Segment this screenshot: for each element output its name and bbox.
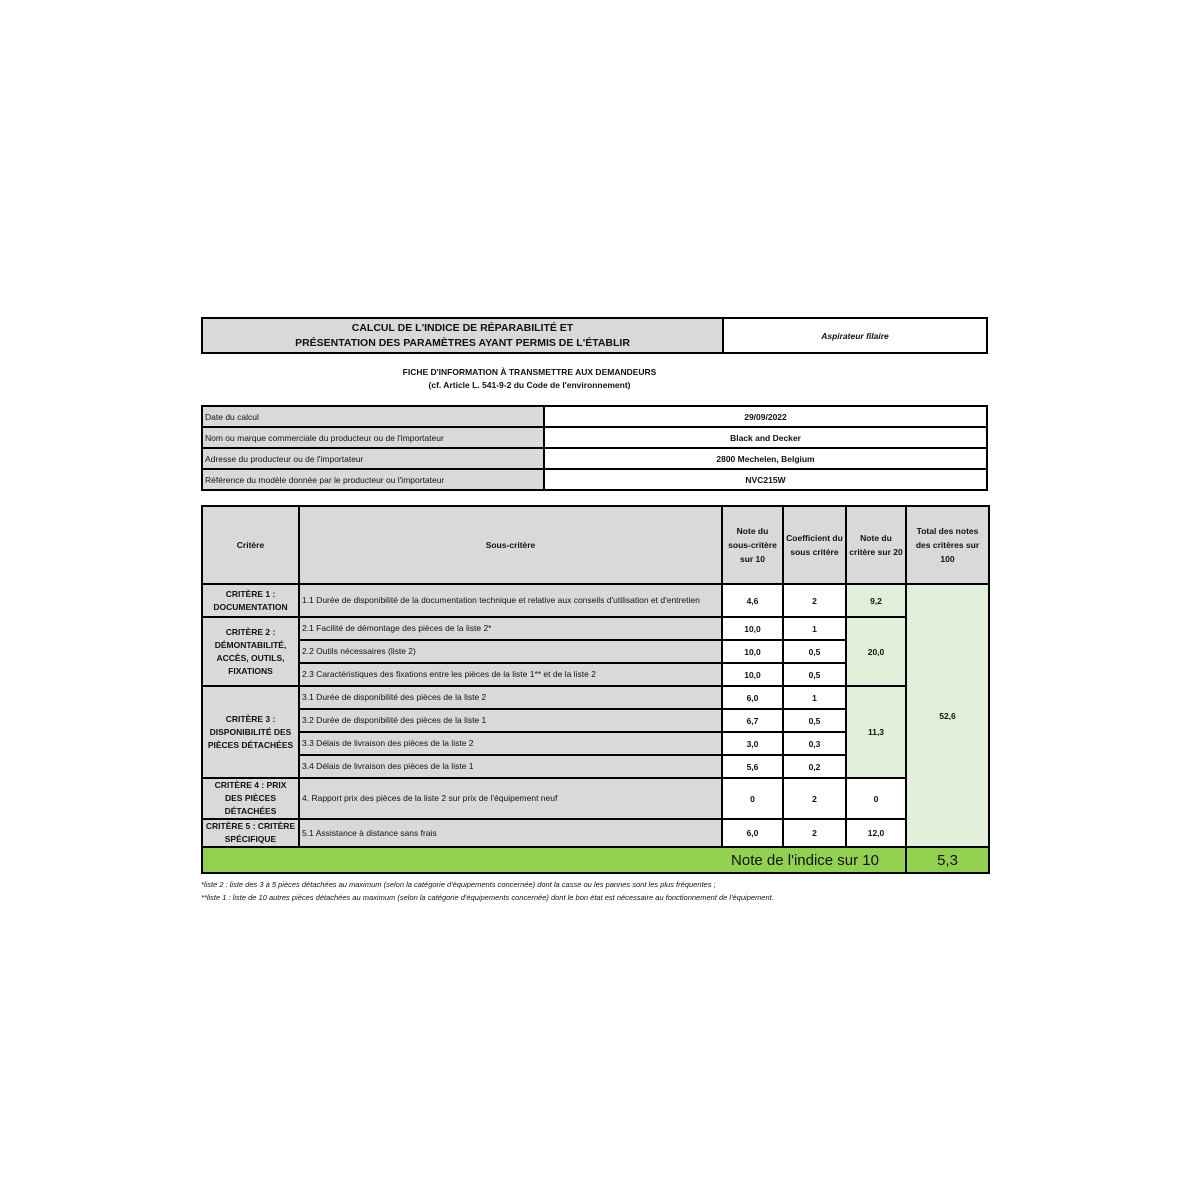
subcriterion-note: 6,7	[722, 709, 783, 732]
footnote-liste-2: *liste 2 : liste des 3 à 5 pièces détachées au maximum (selon la catégorie d'équipements concernée) dont la casse ou les pannes sont les plus fréquentes ;	[201, 880, 716, 889]
subcriterion-label: 1.1 Durée de disponibilité de la documentation technique et relative aux conseils d'utilisation et d'entretien	[299, 584, 722, 617]
header-critere: Critère	[202, 506, 299, 584]
criterion-3-name: CRITÈRE 3 : DISPONIBILITÉ DES PIÈCES DÉTACHÉES	[202, 686, 299, 778]
info-value: 29/09/2022	[544, 406, 987, 427]
header-sous-critere: Sous-critère	[299, 506, 722, 584]
subcriterion-coef: 0,5	[783, 663, 846, 686]
subcriterion-coef: 2	[783, 778, 846, 819]
subcriterion-label: 2.3 Caractéristiques des fixations entre les pièces de la liste 1** et de la liste 2	[299, 663, 722, 686]
header-note-sous-critere: Note du sous-critère sur 10	[722, 506, 783, 584]
product-type: Aspirateur filaire	[821, 330, 889, 341]
subcriterion-coef: 0,2	[783, 755, 846, 778]
subcriterion-coef: 0,5	[783, 640, 846, 663]
repairability-sheet	[201, 317, 988, 904]
subcriterion-label: 3.1 Durée de disponibilité des pièces de la liste 2	[299, 686, 722, 709]
subcriterion-note: 10,0	[722, 663, 783, 686]
table-row	[202, 686, 989, 709]
subcriterion-coef: 1	[783, 686, 846, 709]
title-line-1: CALCUL DE L'INDICE DE RÉPARABILITÉ ET	[351, 321, 574, 334]
table-row	[202, 584, 989, 617]
info-value: Black and Decker	[544, 427, 987, 448]
subcriterion-note: 5,6	[722, 755, 783, 778]
table-row	[202, 819, 989, 847]
criterion-1-note: 9,2	[846, 584, 906, 617]
subcriterion-note: 6,0	[722, 819, 783, 847]
sheet-subtitle	[71, 366, 988, 392]
info-value: 2800 Mechelen, Belgium	[544, 448, 987, 469]
title-line-2: PRÉSENTATION DES PARAMÈTRES AYANT PERMIS DE L'ÉTABLIR	[295, 336, 630, 349]
criterion-3-note: 11,3	[846, 686, 906, 778]
footnote-liste-1: **liste 1 : liste de 10 autres pièces détachées au maximum (selon la catégorie d'équipements concernée) dont le bon état est nécessaire au fonctionnement de l'équipement.	[201, 893, 774, 902]
subtitle-line-1: FICHE D'INFORMATION À TRANSMETTRE AUX DEMANDEURS	[402, 367, 657, 377]
table-row	[202, 617, 989, 640]
subcriterion-note: 0	[722, 778, 783, 819]
index-score-value: 5,3	[906, 847, 989, 873]
criterion-2-name: CRITÈRE 2 : DÉMONTABILITÉ, ACCÈS, OUTILS, FIXATIONS	[202, 617, 299, 686]
subtitle-line-2: (cf. Article L. 541-9-2 du Code de l'environnement)	[428, 380, 631, 390]
header-coefficient: Coefficient du sous critère	[783, 506, 846, 584]
subcriterion-label: 2.1 Facilité de démontage des pièces de la liste 2*	[299, 617, 722, 640]
subcriterion-label: 2.2 Outils nécessaires (liste 2)	[299, 640, 722, 663]
index-score-row	[202, 847, 989, 873]
subcriterion-coef: 1	[783, 617, 846, 640]
header-total: Total des notes des critères sur 100	[906, 506, 989, 584]
info-label: Référence du modèle donnée par le producteur ou l'importateur	[202, 469, 544, 490]
info-label: Nom ou marque commerciale du producteur ou de l'importateur	[202, 427, 544, 448]
subcriterion-coef: 0,3	[783, 732, 846, 755]
subcriterion-label: 4. Rapport prix des pièces de la liste 2 sur prix de l'équipement neuf	[299, 778, 722, 819]
subcriterion-coef: 0,5	[783, 709, 846, 732]
sheet-title	[203, 319, 724, 352]
subcriterion-note: 3,0	[722, 732, 783, 755]
subcriterion-coef: 2	[783, 819, 846, 847]
table-row	[202, 778, 989, 819]
total-score: 52,6	[906, 584, 989, 847]
subcriterion-note: 10,0	[722, 640, 783, 663]
info-value: NVC215W	[544, 469, 987, 490]
info-label: Date du calcul	[202, 406, 544, 427]
subcriterion-note: 6,0	[722, 686, 783, 709]
subcriterion-label: 3.3 Délais de livraison des pièces de la liste 2	[299, 732, 722, 755]
criteria-table	[201, 505, 990, 874]
criteria-header-row	[202, 506, 989, 584]
info-row	[202, 427, 987, 448]
criterion-4-name: CRITÈRE 4 : PRIX DES PIÈCES DÉTACHÉES	[202, 778, 299, 819]
footnotes	[201, 878, 988, 904]
criterion-5-note: 12,0	[846, 819, 906, 847]
criterion-1-name: CRITÈRE 1 : DOCUMENTATION	[202, 584, 299, 617]
subcriterion-label: 3.2 Durée de disponibilité des pièces de la liste 1	[299, 709, 722, 732]
info-row	[202, 448, 987, 469]
subcriterion-label: 3.4 Délais de livraison des pièces de la liste 1	[299, 755, 722, 778]
info-row	[202, 469, 987, 490]
subcriterion-coef: 2	[783, 584, 846, 617]
criterion-5-name: CRITÈRE 5 : CRITÈRE SPÉCIFIQUE	[202, 819, 299, 847]
sheet-header	[201, 317, 988, 354]
criterion-2-note: 20,0	[846, 617, 906, 686]
header-note-critere: Note du critère sur 20	[846, 506, 906, 584]
info-label: Adresse du producteur ou de l'importateur	[202, 448, 544, 469]
info-row	[202, 406, 987, 427]
subcriterion-note: 4,6	[722, 584, 783, 617]
producer-info-table	[201, 405, 988, 491]
index-score-label: Note de l'indice sur 10	[202, 847, 906, 873]
criterion-4-note: 0	[846, 778, 906, 819]
subcriterion-label: 5.1 Assistance à distance sans frais	[299, 819, 722, 847]
subcriterion-note: 10,0	[722, 617, 783, 640]
